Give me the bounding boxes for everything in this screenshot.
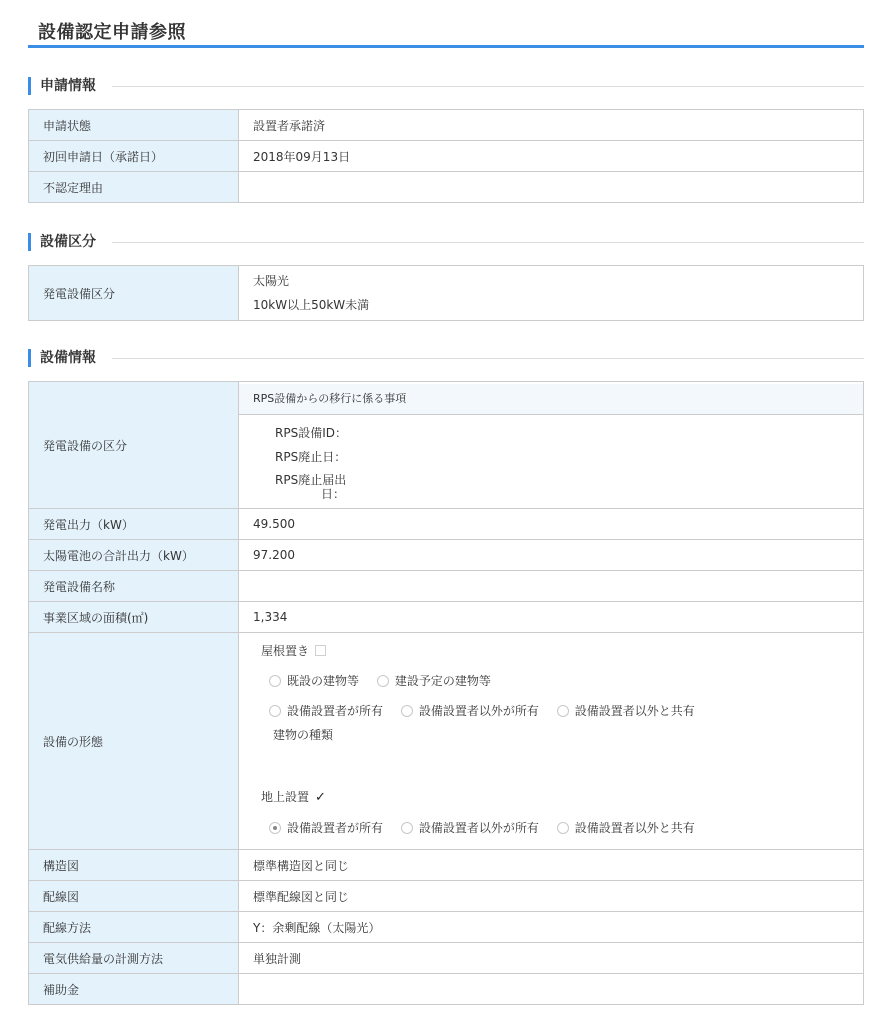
table-row [29,141,864,172]
radio-selected-icon [269,822,281,834]
radio-icon [401,822,413,834]
radio-option[interactable] [269,703,383,719]
ground-row [261,789,849,806]
rps-body [239,415,863,507]
section-title: 設備区分 [40,234,96,250]
section-title: 設備情報 [40,350,96,366]
row-value [239,974,864,1005]
page-title: 設備認定申請参照 [38,22,186,43]
section-divider [112,86,864,87]
roof-row [261,643,849,659]
row-value: 97.200 [239,540,864,571]
row-value [239,172,864,203]
row-value: 単独計測 [239,943,864,974]
row-value: Y：余剰配線（太陽光） [239,912,864,943]
row-key: 発電設備名称 [29,571,239,602]
table-row [29,633,864,850]
section-header-category [28,233,864,253]
form-cell [239,633,864,850]
roof-checkbox[interactable] [315,645,326,656]
row-key: 発電設備区分 [29,266,239,321]
row-value [239,266,864,321]
category-type: 太陽光 [253,274,290,288]
row-key: 初回申請日（承諾日） [29,141,239,172]
table-row [29,540,864,571]
row-value [239,571,864,602]
row-key: 配線図 [29,881,239,912]
row-key: 補助金 [29,974,239,1005]
section-header-equipment [28,349,864,369]
ground-options [261,820,849,836]
rps-id-label: RPS設備ID： [275,425,347,440]
rps-cell [239,382,864,509]
table-row [29,850,864,881]
building-type-label: 建物の種類 [273,728,334,742]
section-divider [112,242,864,243]
table-row [29,602,864,633]
radio-label: 設備設置者以外と共有 [574,704,695,718]
category-table [28,265,864,321]
radio-option[interactable] [401,703,539,719]
table-row [29,943,864,974]
row-key: 事業区域の面積(㎡) [29,602,239,633]
radio-icon [269,675,281,687]
row-value: 設置者承諾済 [239,110,864,141]
radio-label: 設備設置者以外が所有 [418,821,539,835]
table-row [29,571,864,602]
section-accent-bar [28,349,31,367]
section-accent-bar [28,233,31,251]
row-value: 49.500 [239,509,864,540]
row-key: 配線方法 [29,912,239,943]
row-value: 2018年09月13日 [239,141,864,172]
section-divider [112,358,864,359]
row-key: 太陽電池の合計出力（kW） [29,540,239,571]
radio-option[interactable] [557,820,695,836]
table-row [29,974,864,1005]
radio-label: 設備設置者が所有 [287,821,384,835]
category-capacity: 10kW以上50kW未満 [253,298,370,312]
roof-options-1 [261,673,849,689]
row-key: 発電出力（kW） [29,509,239,540]
radio-label: 設備設置者が所有 [287,704,384,718]
radio-icon [269,705,281,717]
section-header-application [28,77,864,97]
table-row [29,266,864,321]
row-key: 設備の形態 [29,633,239,850]
radio-label: 設備設置者以外が所有 [418,704,539,718]
row-value: 1,334 [239,602,864,633]
row-value: 標準配線図と同じ [239,881,864,912]
table-row [29,382,864,509]
table-row [29,110,864,141]
section-title: 申請情報 [40,78,96,94]
rps-notice-label [275,473,863,501]
table-row [29,509,864,540]
ground-label: 地上設置 [261,790,310,804]
radio-icon [557,705,569,717]
radio-option[interactable] [269,820,383,836]
title-rule [28,45,864,48]
table-row [29,881,864,912]
radio-option[interactable] [377,673,491,689]
table-row [29,172,864,203]
rps-notice-label-1: RPS廃止届出 [275,472,347,487]
rps-notice-label-2: 日： [321,486,346,501]
radio-label: 既設の建物等 [287,674,360,688]
table-row [29,912,864,943]
roof-options-2 [261,703,849,719]
row-value: 標準構造図と同じ [239,850,864,881]
radio-option[interactable] [269,673,359,689]
radio-option[interactable] [557,703,695,719]
row-key: 発電設備の区分 [29,382,239,509]
equipment-table [28,381,864,1005]
rps-header: RPS設備からの移行に係る事項 [239,384,863,415]
row-key: 申請状態 [29,110,239,141]
check-icon[interactable]: ✓ [315,790,326,805]
row-key: 構造図 [29,850,239,881]
row-key: 不認定理由 [29,172,239,203]
radio-label: 建設予定の建物等 [394,674,491,688]
roof-label: 屋根置き [261,644,310,658]
radio-icon [401,705,413,717]
radio-icon [377,675,389,687]
application-table [28,109,864,203]
rps-abolish-label: RPS廃止日： [275,449,347,464]
radio-option[interactable] [401,820,539,836]
row-key: 電気供給量の計測方法 [29,943,239,974]
radio-icon [557,822,569,834]
radio-label: 設備設置者以外と共有 [574,821,695,835]
section-accent-bar [28,77,31,95]
